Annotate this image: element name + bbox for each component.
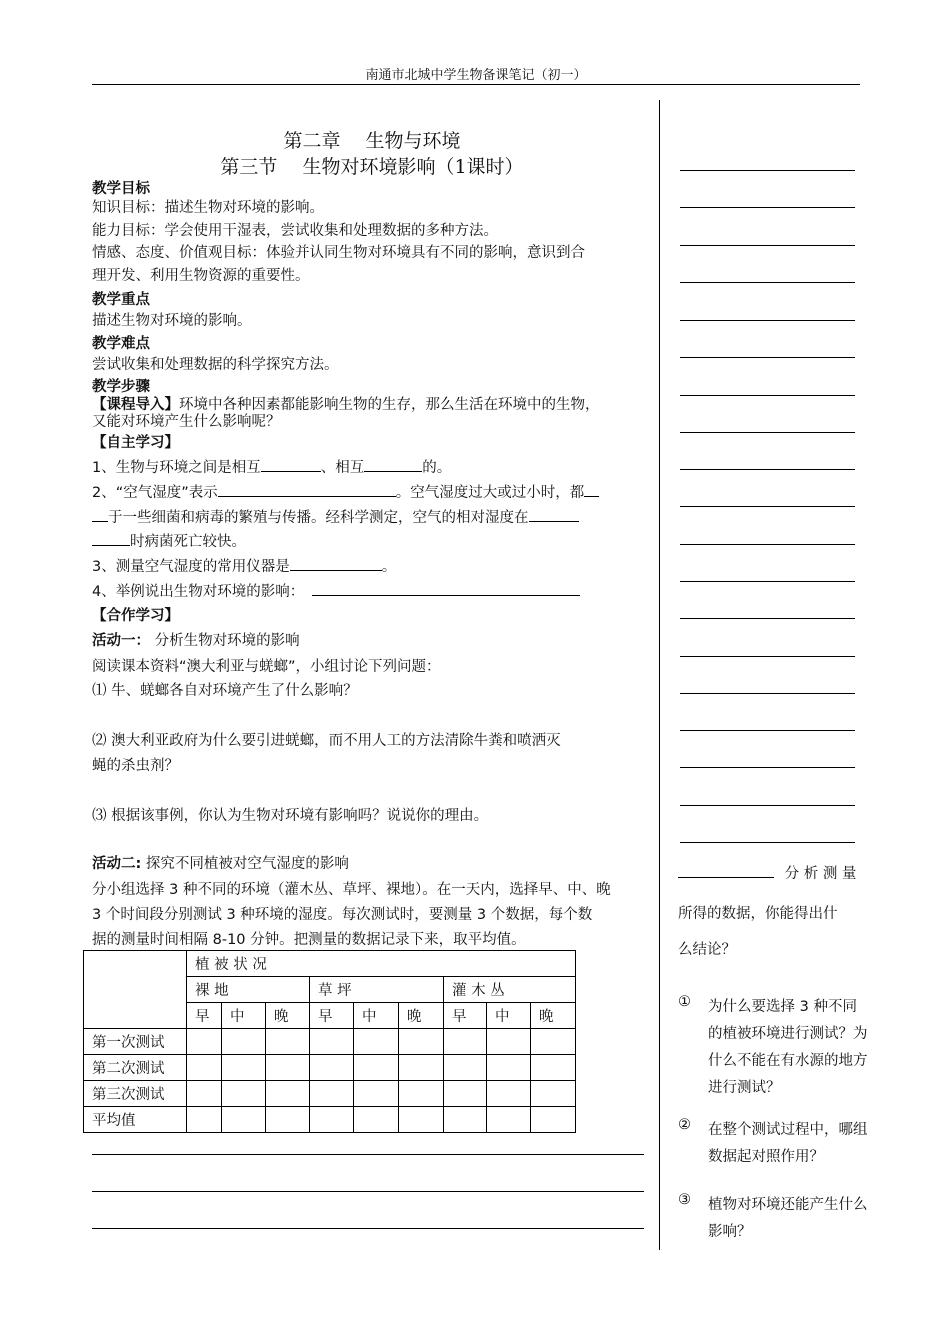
activity2-para-line1: 分小组选择 3 种不同的环境（灌木丛、草坪、裸地）。在一天内，选择早、中、晚 xyxy=(92,882,611,898)
blank-3[interactable] xyxy=(218,482,396,497)
row-label: 第一次测试 xyxy=(84,1029,187,1055)
row-label: 第二次测试 xyxy=(84,1055,187,1081)
time-header: 中 xyxy=(354,1003,399,1029)
side-question-2: ② 在整个测试过程中，哪组数据起对照作用？ xyxy=(678,1117,868,1165)
side-analysis-line2: 所得的数据，你能得出什 xyxy=(678,906,838,922)
self-study-q2-line3: 时病菌死亡较快。 xyxy=(92,530,246,551)
side-note-line[interactable] xyxy=(680,245,855,246)
humidity-table xyxy=(83,950,576,1133)
self-study-heading: 【自主学习】 xyxy=(92,435,179,451)
time-header: 中 xyxy=(487,1003,531,1029)
column-divider xyxy=(659,100,660,1250)
side-note-line[interactable] xyxy=(680,544,855,545)
side-note-line[interactable] xyxy=(680,170,855,171)
table-row xyxy=(84,1081,576,1107)
side-note-line[interactable] xyxy=(680,357,855,358)
objective-knowledge: 知识目标：描述生物对环境的影响。 xyxy=(92,200,324,216)
side-note-line[interactable] xyxy=(680,842,855,843)
side-note-line[interactable] xyxy=(680,767,855,768)
side-note-line[interactable] xyxy=(680,395,855,396)
self-study-q2: 2、“空气湿度”表示 。空气湿度过大或过小时，都 xyxy=(92,481,599,502)
side-note-line[interactable] xyxy=(680,581,855,582)
blank-4b[interactable] xyxy=(92,507,108,522)
note-line[interactable] xyxy=(92,1228,644,1229)
intro-label: 【课程导入】 xyxy=(92,397,179,413)
blank-5a[interactable] xyxy=(529,507,579,522)
activity1-title: 活动一： 分析生物对环境的影响 xyxy=(92,633,300,649)
table-row xyxy=(84,1029,576,1055)
side-note-line[interactable] xyxy=(680,282,855,283)
side-note-line[interactable] xyxy=(680,506,855,507)
time-header: 早 xyxy=(444,1003,487,1029)
time-header: 晚 xyxy=(266,1003,310,1029)
key-point-heading: 教学重点 xyxy=(92,292,150,308)
table-row xyxy=(84,1055,576,1081)
page-header: 南通市北城中学生物备课笔记（初一） xyxy=(365,68,587,83)
blank-7[interactable] xyxy=(312,581,580,596)
side-blank[interactable] xyxy=(678,863,774,878)
header-rule xyxy=(92,84,860,85)
side-note-line[interactable] xyxy=(680,320,855,321)
table-row xyxy=(84,1107,576,1133)
side-question-3: ③ 植物对环境还能产生什么影响？ xyxy=(678,1192,868,1240)
difficulty-text: 尝试收集和处理数据的科学探究方法。 xyxy=(92,357,339,373)
row-label: 第三次测试 xyxy=(84,1081,187,1107)
table-group-header: 植 被 状 况 xyxy=(187,951,576,977)
objective-emotion-line2: 理开发、利用生物资源的重要性。 xyxy=(92,268,310,284)
side-note-line[interactable] xyxy=(680,618,855,619)
side-note-line[interactable] xyxy=(680,730,855,731)
blank-1[interactable] xyxy=(261,457,321,472)
note-line[interactable] xyxy=(92,1191,644,1192)
time-header: 晚 xyxy=(531,1003,576,1029)
steps-heading: 教学步骤 xyxy=(92,379,150,395)
blank-6[interactable] xyxy=(290,556,382,571)
env-bare: 裸 地 xyxy=(187,977,310,1003)
self-study-q1: 1、生物与环境之间是相互 、相互 的。 xyxy=(92,456,451,477)
blank-4a[interactable] xyxy=(584,482,599,497)
key-point-text: 描述生物对环境的影响。 xyxy=(92,313,252,329)
self-study-q4: 4、举例说出生物对环境的影响： xyxy=(92,580,580,601)
self-study-q3: 3、测量空气湿度的常用仪器是 。 xyxy=(92,555,396,576)
side-note-line[interactable] xyxy=(680,693,855,694)
chapter-title: 第二章 生物与环境 xyxy=(283,130,461,152)
intro-line2: 又能对环境产生什么影响呢？ xyxy=(92,414,281,430)
time-header: 早 xyxy=(187,1003,222,1029)
side-note-line[interactable] xyxy=(680,469,855,470)
env-shrub: 灌 木 丛 xyxy=(444,977,576,1003)
activity1-q3: ⑶ 根据该事例，你认为生物对环境有影响吗？说说你的理由。 xyxy=(92,808,489,824)
env-lawn: 草 坪 xyxy=(310,977,444,1003)
activity1-q1: ⑴ 牛、蜣螂各自对环境产生了什么影响？ xyxy=(92,683,358,699)
activity2-para-line3: 据的测量时间相隔 8-10 分钟。把测量的数据记录下来，取平均值。 xyxy=(92,932,526,948)
side-analysis-line3: 么结论？ xyxy=(678,942,736,958)
blank-5b[interactable] xyxy=(92,531,130,546)
activity2-title: 活动二: 探究不同植被对空气湿度的影响 xyxy=(92,856,349,872)
time-header: 中 xyxy=(222,1003,266,1029)
row-label: 平均值 xyxy=(84,1107,187,1133)
side-note-line[interactable] xyxy=(680,432,855,433)
side-note-line[interactable] xyxy=(680,207,855,208)
objective-emotion-line1: 情感、态度、价值观目标：体验并认同生物对环境具有不同的影响，意识到合 xyxy=(92,245,585,261)
section-title: 第三节 生物对环境影响（1课时） xyxy=(220,156,524,178)
side-analysis-line1: 分 析 测 量 xyxy=(678,862,858,883)
activity2-para-line2: 3 个时间段分别测试 3 种环境的湿度。每次测试时，要测量 3 个数据，每个数 xyxy=(92,907,593,923)
note-line[interactable] xyxy=(92,1154,644,1155)
intro-text: 环境中各种因素都能影响生物的生存，那么生活在环境中的生物， xyxy=(179,397,600,413)
objectives-heading: 教学目标 xyxy=(92,181,150,197)
objective-ability: 能力目标：学会使用干湿表，尝试收集和处理数据的多种方法。 xyxy=(92,223,498,239)
activity1-q2-line2: 蝇的杀虫剂？ xyxy=(92,758,179,774)
activity1-reading: 阅读课本资料“澳大利亚与蜣螂”，小组讨论下列问题： xyxy=(92,659,441,675)
side-question-1: ① 为什么要选择 3 种不同的植被环境进行测试？为什么不能在有水源的地方进行测试？ xyxy=(678,994,868,1096)
time-header: 晚 xyxy=(399,1003,444,1029)
time-header: 早 xyxy=(310,1003,354,1029)
side-note-line[interactable] xyxy=(680,656,855,657)
side-note-line[interactable] xyxy=(680,805,855,806)
coop-heading: 【合作学习】 xyxy=(92,608,179,624)
self-study-q2-line2: 于一些细菌和病毒的繁殖与传播。经科学测定，空气的相对湿度在 xyxy=(92,506,579,527)
table-corner xyxy=(84,951,187,1029)
activity1-q2-line1: ⑵ 澳大利亚政府为什么要引进蜣螂，而不用人工的方法清除牛粪和喷洒灭 xyxy=(92,733,561,749)
difficulty-heading: 教学难点 xyxy=(92,336,150,352)
blank-2[interactable] xyxy=(364,457,422,472)
